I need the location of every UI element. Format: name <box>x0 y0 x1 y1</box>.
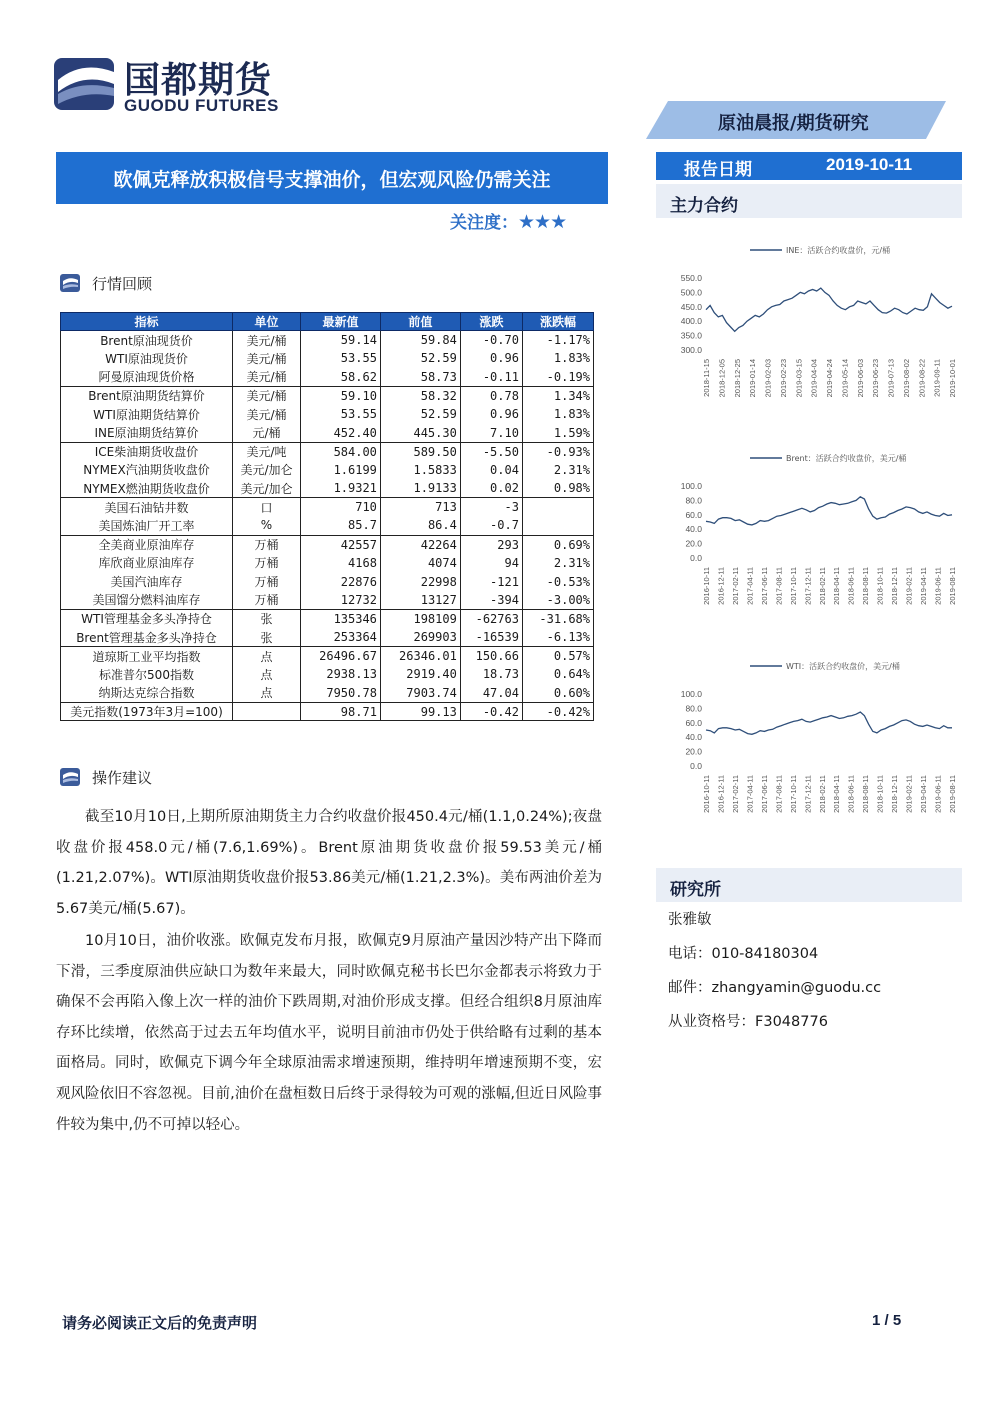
series-line <box>706 712 952 734</box>
x-tick-label: 2019-04-24 <box>825 359 834 398</box>
table-cell: WTI管理基金多头净持仓 <box>61 609 233 628</box>
y-tick-label: 0.0 <box>690 553 702 563</box>
table-cell: 美元指数(1973年3月=100) <box>61 702 233 721</box>
x-tick-label: 2019-04-04 <box>809 359 819 398</box>
attention-label: 关注度： <box>450 213 518 233</box>
main-contract-heading <box>656 184 962 218</box>
x-tick-label: 2018-02-11 <box>817 775 827 813</box>
market-data-table <box>60 312 594 721</box>
table-cell: 58.73 <box>380 368 460 387</box>
table-cell: % <box>233 516 301 535</box>
table-cell: 全美商业原油库存 <box>61 535 233 554</box>
table-cell: NYMEX燃油期货收盘价 <box>61 479 233 498</box>
table-cell: 1.6199 <box>301 461 381 480</box>
table-cell <box>233 702 301 721</box>
table-cell: INE原油期货结算价 <box>61 423 233 442</box>
table-cell: 万桶 <box>233 572 301 591</box>
table-cell: 269903 <box>380 628 460 647</box>
table-cell: -0.42 <box>460 702 522 721</box>
table-cell: -0.7 <box>460 516 522 535</box>
table-cell: 584.00 <box>301 442 381 461</box>
table-row <box>61 461 594 480</box>
table-cell: Brent原油现货价 <box>61 331 233 350</box>
table-cell: -6.13% <box>522 628 593 647</box>
table-header-cell: 涨跌幅 <box>522 313 593 331</box>
table-cell: 53.55 <box>301 405 381 424</box>
table-cell: 美元/桶 <box>233 386 301 405</box>
report-date-label: 报告日期 <box>684 160 752 180</box>
table-cell: 道琼斯工业平均指数 <box>61 647 233 666</box>
x-tick-label: 2016-10-11 <box>702 775 711 813</box>
y-tick-label: 450.0 <box>680 301 702 312</box>
y-tick-label: 20.0 <box>685 538 702 549</box>
table-cell: 710 <box>301 498 381 517</box>
table-cell: 1.9321 <box>301 479 381 498</box>
table-cell: 26346.01 <box>380 647 460 666</box>
x-tick-label: 2018-08-11 <box>861 775 871 813</box>
x-tick-label: 2019-02-11 <box>904 775 914 813</box>
table-cell: 美元/吨 <box>233 442 301 461</box>
table-cell <box>522 498 593 517</box>
table-cell: 美元/加仑 <box>233 479 301 498</box>
disclaimer-note: 请务必阅读正文后的免责声明 <box>62 1314 258 1332</box>
table-cell: 7.10 <box>460 423 522 442</box>
table-cell: 22876 <box>301 572 381 591</box>
table-row <box>61 386 594 405</box>
table-cell <box>522 516 593 535</box>
x-tick-label: 2016-12-11 <box>716 775 726 813</box>
report-date-bar <box>656 152 962 180</box>
report-type-banner <box>646 101 946 139</box>
table-cell: 85.7 <box>301 516 381 535</box>
x-tick-label: 2018-12-11 <box>890 567 900 605</box>
table-cell: -121 <box>460 572 522 591</box>
table-row <box>61 665 594 684</box>
logo-english-name: GUODU FUTURES <box>124 96 279 115</box>
table-cell: 美元/桶 <box>233 405 301 424</box>
table-cell: 0.98% <box>522 479 593 498</box>
table-cell: 7950.78 <box>301 684 381 703</box>
table-cell: 美国炼油厂开工率 <box>61 516 233 535</box>
x-tick-label: 2018-08-11 <box>861 567 871 605</box>
x-tick-label: 2017-12-11 <box>803 775 813 813</box>
table-row <box>61 368 594 387</box>
section-review-title: 行情回顾 <box>92 275 153 293</box>
table-cell: -0.11 <box>460 368 522 387</box>
table-cell: -5.50 <box>460 442 522 461</box>
y-tick-label: 350.0 <box>680 330 702 341</box>
table-cell: 13127 <box>380 591 460 610</box>
x-tick-label: 2016-12-11 <box>716 567 726 605</box>
wti-price-chart <box>662 654 958 832</box>
table-cell: 58.62 <box>301 368 381 387</box>
x-tick-label: 2018-11-15 <box>702 359 711 397</box>
table-cell: -16539 <box>460 628 522 647</box>
table-cell: 53.55 <box>301 349 381 368</box>
table-cell: 美国石油钻井数 <box>61 498 233 517</box>
table-cell: -0.42% <box>522 702 593 721</box>
analyst-email: 邮件：zhangyamin@guodu.cc <box>668 980 882 996</box>
table-cell: -3 <box>460 498 522 517</box>
x-tick-label: 2019-02-03 <box>763 359 773 398</box>
table-cell: 4168 <box>301 554 381 573</box>
table-cell: WTI原油现货价 <box>61 349 233 368</box>
table-cell: 59.10 <box>301 386 381 405</box>
table-cell: 美国汽油库存 <box>61 572 233 591</box>
advice-paragraph-1: 截至10月10日,上期所原油期货主力合约收盘价报450.4元/桶(1.1,0.24%);夜盘收盘价报458.0元/桶(7.6,1.69%)。Brent原油期货收盘价报59.53美元/桶(1.21,2.07%)。WTI原油期货收盘价报53.86美元/桶(1.21,2.3%)。美布两油价差为5.67美元/桶(5.67)。 <box>56 809 602 917</box>
y-tick-label: 400.0 <box>680 316 702 327</box>
company-logo <box>52 50 292 118</box>
banner-label: 原油晨报/期货研究 <box>718 113 869 134</box>
table-cell: 12732 <box>301 591 381 610</box>
table-cell: 美元/桶 <box>233 368 301 387</box>
table-row <box>61 516 594 535</box>
table-cell: 22998 <box>380 572 460 591</box>
table-cell: -0.93% <box>522 442 593 461</box>
table-cell: Brent原油期货结算价 <box>61 386 233 405</box>
table-cell: 库欣商业原油库存 <box>61 554 233 573</box>
x-tick-label: 2017-04-11 <box>745 775 755 813</box>
table-cell: 2919.40 <box>380 665 460 684</box>
x-tick-label: 2018-12-05 <box>717 359 727 398</box>
y-tick-label: 40.0 <box>685 524 702 535</box>
series-line <box>706 288 952 331</box>
x-tick-label: 2017-02-11 <box>730 775 740 813</box>
table-cell: -1.17% <box>522 331 593 350</box>
x-tick-label: 2019-04-11 <box>919 775 929 813</box>
y-tick-label: 300.0 <box>680 345 702 355</box>
table-cell: 99.13 <box>380 702 460 721</box>
table-cell: 94 <box>460 554 522 573</box>
table-cell: 美元/桶 <box>233 331 301 350</box>
table-cell: 万桶 <box>233 591 301 610</box>
y-tick-label: 60.0 <box>685 717 702 728</box>
table-cell: 0.96 <box>460 349 522 368</box>
table-cell: 86.4 <box>380 516 460 535</box>
table-cell: 52.59 <box>380 405 460 424</box>
table-cell: 59.14 <box>301 331 381 350</box>
table-row <box>61 535 594 554</box>
x-tick-label: 2019-01-14 <box>748 359 758 398</box>
table-row <box>61 609 594 628</box>
x-tick-label: 2017-06-11 <box>759 567 769 605</box>
x-tick-label: 2017-06-11 <box>759 775 769 813</box>
table-row <box>61 684 594 703</box>
table-row <box>61 628 594 647</box>
table-cell: 1.83% <box>522 405 593 424</box>
table-cell: 1.34% <box>522 386 593 405</box>
table-cell: -0.53% <box>522 572 593 591</box>
table-row <box>61 423 594 442</box>
table-cell: 0.96 <box>460 405 522 424</box>
section-bullet-icon <box>60 274 80 292</box>
section-bullet-icon <box>60 768 80 786</box>
table-row <box>61 442 594 461</box>
analyst-phone: 电话：010-84180304 <box>668 946 819 962</box>
table-cell: 万桶 <box>233 554 301 573</box>
y-tick-label: 0.0 <box>690 761 702 771</box>
x-tick-label: 2019-06-11 <box>933 567 943 605</box>
table-cell: 293 <box>460 535 522 554</box>
star-rating-icon: ★★★ <box>518 211 567 233</box>
x-tick-label: 2018-12-11 <box>890 775 900 813</box>
table-cell: 0.60% <box>522 684 593 703</box>
table-cell: ICE柴油期货收盘价 <box>61 442 233 461</box>
analyst-name: 张雅敏 <box>668 912 712 928</box>
table-cell: -3.00% <box>522 591 593 610</box>
table-cell: 美元/桶 <box>233 349 301 368</box>
table-cell: 4074 <box>380 554 460 573</box>
table-cell: -0.19% <box>522 368 593 387</box>
table-cell: 0.78 <box>460 386 522 405</box>
table-row <box>61 331 594 350</box>
table-cell: 42264 <box>380 535 460 554</box>
advice-paragraph-2: 10月10日，油价收涨。欧佩克发布月报，欧佩克9月原油产量因沙特产出下降而下滑，三季度原油供应缺口为数年来最大，同时欧佩克秘书长巴尔金都表示将致力于确保不会再陷入像上次一样的油价下跌周期,对油价形成支撑。但经合组织8月原油库存环比续增，依然高于过去五年均值水平，说明目前油市仍处于供给略有过剩的基本面格局。同时，欧佩克下调今年全球原油需求增速预期，维持明年增速预期不变，宏观风险依旧不容忽视。目前,油价在盘桓数日后终于录得较为可观的涨幅,但近日风险事件较为集中,仍不可掉以轻心。 <box>56 933 602 1133</box>
table-cell: Brent管理基金多头净持仓 <box>61 628 233 647</box>
table-cell: 150.66 <box>460 647 522 666</box>
series-line <box>706 497 952 525</box>
table-cell: 标准普尔500指数 <box>61 665 233 684</box>
table-cell: 2.31% <box>522 554 593 573</box>
table-cell: 万桶 <box>233 535 301 554</box>
x-tick-label: 2019-04-11 <box>919 567 929 605</box>
table-cell: WTI原油期货结算价 <box>61 405 233 424</box>
brent-price-chart <box>662 446 958 624</box>
y-tick-label: 40.0 <box>685 732 702 743</box>
table-cell: -31.68% <box>522 609 593 628</box>
x-tick-label: 2019-07-13 <box>886 359 896 398</box>
table-header-cell: 前值 <box>380 313 460 331</box>
wti-chart-svg <box>662 654 958 832</box>
table-row <box>61 572 594 591</box>
table-cell: 135346 <box>301 609 381 628</box>
institute-label: 研究所 <box>670 880 721 900</box>
table-cell: 445.30 <box>380 423 460 442</box>
table-row <box>61 591 594 610</box>
x-tick-label: 2019-06-23 <box>871 359 881 398</box>
table-cell: 58.32 <box>380 386 460 405</box>
table-cell: 点 <box>233 665 301 684</box>
table-cell: 18.73 <box>460 665 522 684</box>
table-cell: 元/桶 <box>233 423 301 442</box>
table-cell: 点 <box>233 647 301 666</box>
x-tick-label: 2019-08-22 <box>917 359 927 398</box>
x-tick-label: 2019-02-11 <box>904 567 914 605</box>
table-header-cell: 最新值 <box>301 313 381 331</box>
table-cell: -0.70 <box>460 331 522 350</box>
ine-price-chart <box>662 238 958 410</box>
table-row <box>61 647 594 666</box>
table-row <box>61 554 594 573</box>
x-tick-label: 2019-06-03 <box>855 359 865 398</box>
x-tick-label: 2019-08-11 <box>948 775 957 813</box>
x-tick-label: 2018-10-11 <box>875 775 885 813</box>
table-header-row <box>61 313 594 331</box>
legend-label: Brent：活跃合约收盘价，美元/桶 <box>786 454 907 463</box>
table-header-cell: 涨跌 <box>460 313 522 331</box>
y-tick-label: 20.0 <box>685 746 702 757</box>
table-cell: 0.69% <box>522 535 593 554</box>
x-tick-label: 2017-08-11 <box>774 775 784 813</box>
table-header-cell: 指标 <box>61 313 233 331</box>
x-tick-label: 2019-03-15 <box>794 359 804 398</box>
x-tick-label: 2017-02-11 <box>730 567 740 605</box>
x-tick-label: 2018-04-11 <box>832 775 842 813</box>
y-tick-label: 60.0 <box>685 509 702 520</box>
section-advice-title: 操作建议 <box>92 769 153 787</box>
table-cell: 98.71 <box>301 702 381 721</box>
x-tick-label: 2019-02-23 <box>778 359 788 398</box>
table-cell: 纳斯达克综合指数 <box>61 684 233 703</box>
y-tick-label: 550.0 <box>680 273 702 283</box>
report-date-value: 2019-10-11 <box>826 155 913 174</box>
table-cell: 713 <box>380 498 460 517</box>
table-cell: 1.9133 <box>380 479 460 498</box>
logo-chinese-name: 国都期货 <box>124 60 273 101</box>
table-cell: 美国馏分燃料油库存 <box>61 591 233 610</box>
x-tick-label: 2019-06-11 <box>933 775 943 813</box>
table-cell: -62763 <box>460 609 522 628</box>
x-tick-label: 2018-10-11 <box>875 567 885 605</box>
ine-chart-svg <box>662 238 958 410</box>
x-tick-label: 2019-08-02 <box>901 359 911 398</box>
table-cell: 452.40 <box>301 423 381 442</box>
legend-label: WTI：活跃合约收盘价，美元/桶 <box>786 662 900 671</box>
table-cell: 42557 <box>301 535 381 554</box>
x-tick-label: 2017-10-11 <box>788 567 798 605</box>
x-tick-label: 2019-09-11 <box>932 359 942 397</box>
x-tick-label: 2018-06-11 <box>846 775 856 813</box>
table-cell: 张 <box>233 628 301 647</box>
table-row <box>61 479 594 498</box>
main-contract-label: 主力合约 <box>670 196 738 216</box>
y-tick-label: 500.0 <box>680 287 702 298</box>
table-row <box>61 498 594 517</box>
table-row <box>61 702 594 721</box>
x-tick-label: 2018-06-11 <box>846 567 856 605</box>
table-cell: 59.84 <box>380 331 460 350</box>
table-cell: 点 <box>233 684 301 703</box>
x-tick-label: 2019-05-14 <box>840 359 850 398</box>
table-row <box>61 405 594 424</box>
table-cell: 7903.74 <box>380 684 460 703</box>
table-cell: NYMEX汽油期货收盘价 <box>61 461 233 480</box>
y-tick-label: 80.0 <box>685 703 702 714</box>
y-tick-label: 100.0 <box>680 481 702 491</box>
table-cell: 1.59% <box>522 423 593 442</box>
table-cell: 0.64% <box>522 665 593 684</box>
x-tick-label: 2017-10-11 <box>788 775 798 813</box>
x-tick-label: 2017-04-11 <box>745 567 755 605</box>
table-cell: 2.31% <box>522 461 593 480</box>
brent-chart-svg <box>662 446 958 624</box>
y-tick-label: 100.0 <box>680 689 702 699</box>
x-tick-label: 2017-12-11 <box>803 567 813 605</box>
table-cell: 253364 <box>301 628 381 647</box>
logo-mark-icon <box>52 50 118 116</box>
table-cell: 26496.67 <box>301 647 381 666</box>
table-cell: 口 <box>233 498 301 517</box>
table-cell: 589.50 <box>380 442 460 461</box>
legend-label: INE：活跃合约收盘价，元/桶 <box>786 246 891 255</box>
table-cell: 阿曼原油现货价格 <box>61 368 233 387</box>
table-cell: 2938.13 <box>301 665 381 684</box>
table-cell: 0.04 <box>460 461 522 480</box>
x-tick-label: 2019-10-01 <box>948 359 957 398</box>
analyst-license: 从业资格号：F3048776 <box>668 1014 828 1030</box>
table-cell: 198109 <box>380 609 460 628</box>
page-number: 1 / 5 <box>872 1312 902 1329</box>
table-header-cell: 单位 <box>233 313 301 331</box>
table-cell: 47.04 <box>460 684 522 703</box>
report-title-box <box>56 152 608 204</box>
x-tick-label: 2017-08-11 <box>774 567 784 605</box>
x-tick-label: 2018-04-11 <box>832 567 842 605</box>
table-cell: 1.5833 <box>380 461 460 480</box>
x-tick-label: 2016-10-11 <box>702 567 711 605</box>
table-cell: 0.02 <box>460 479 522 498</box>
y-tick-label: 80.0 <box>685 495 702 506</box>
attention-rating <box>450 208 566 233</box>
table-cell: 美元/加仑 <box>233 461 301 480</box>
institute-heading <box>656 868 962 902</box>
x-tick-label: 2018-02-11 <box>817 567 827 605</box>
table-cell: 1.83% <box>522 349 593 368</box>
table-cell: -394 <box>460 591 522 610</box>
table-row <box>61 349 594 368</box>
x-tick-label: 2018-12-25 <box>732 359 742 398</box>
table-cell: 52.59 <box>380 349 460 368</box>
table-cell: 0.57% <box>522 647 593 666</box>
report-title: 欧佩克释放积极信号支撑油价，但宏观风险仍需关注 <box>113 169 551 191</box>
x-tick-label: 2019-08-11 <box>948 567 957 605</box>
table-cell: 张 <box>233 609 301 628</box>
